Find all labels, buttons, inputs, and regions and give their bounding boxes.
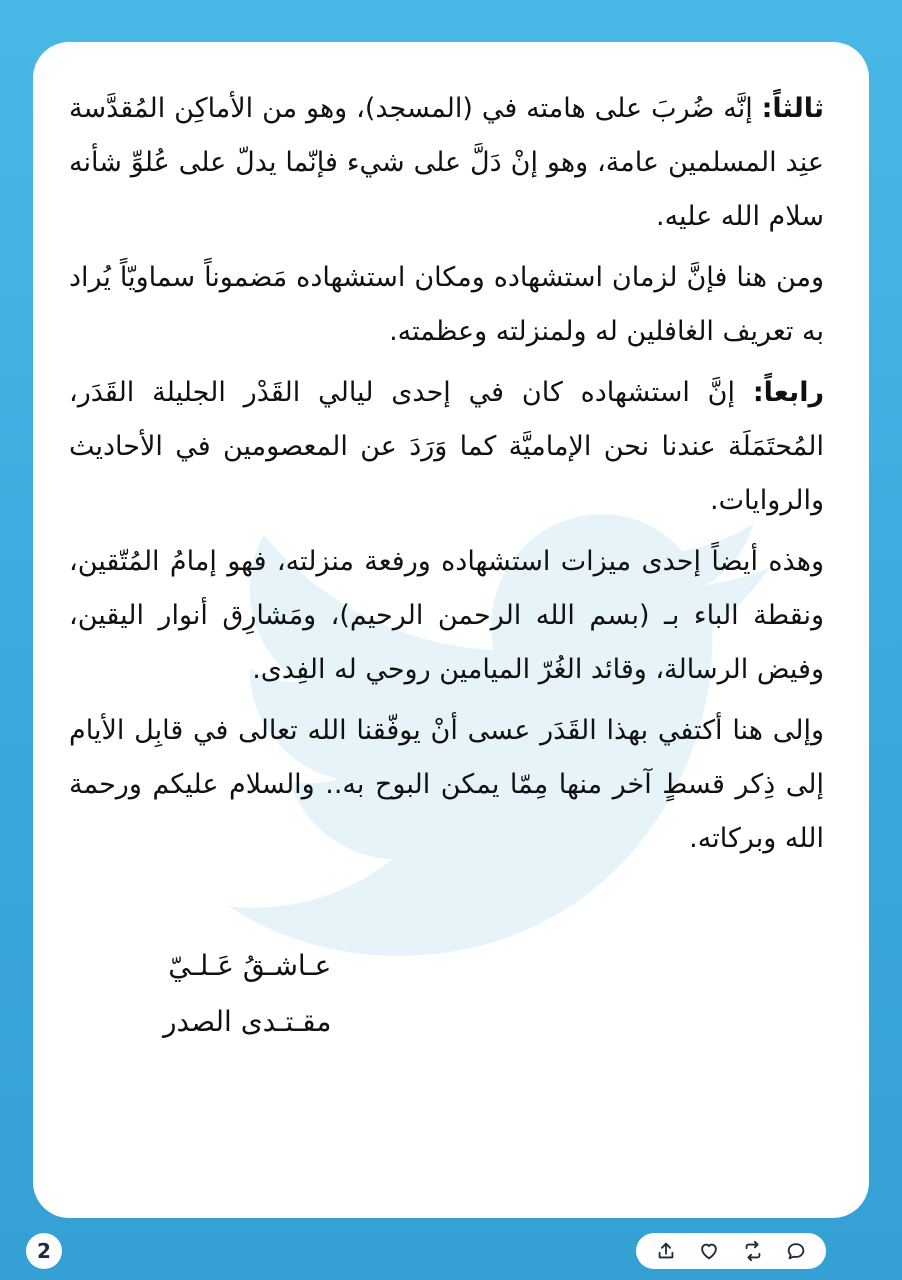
paragraph-closing bbox=[69, 704, 824, 866]
paragraph-text: إنَّ استشهاده كان في إحدى ليالي القَدْر الجليلة القَدَر، المُحتَمَلَة عندنا نحن الإماميَّة كما وَرَدَ عن المعصومين في الأحاديث والروايات. bbox=[69, 377, 824, 516]
heart-icon[interactable] bbox=[696, 1238, 722, 1264]
paragraph-consequence bbox=[69, 251, 824, 359]
paragraph-text: وإلى هنا أكتفي بهذا القَدَر عسى أنْ يوفّقنا الله تعالى في قابِل الأيام إلى ذِكر قسطٍ آخر منها مِمّا يمكن البوح به.. والسلام عليكم ورحمة الله وبركاته. bbox=[69, 715, 824, 854]
signature-block bbox=[163, 938, 331, 1050]
signature-name: مقـتـدى الصدر bbox=[163, 1005, 332, 1038]
post-actions-bar bbox=[636, 1233, 826, 1269]
paragraph-features bbox=[69, 535, 824, 697]
article-body bbox=[69, 82, 824, 873]
comment-icon[interactable] bbox=[783, 1238, 809, 1264]
share-icon[interactable] bbox=[653, 1238, 679, 1264]
retweet-icon[interactable] bbox=[740, 1238, 766, 1264]
page-card bbox=[33, 42, 869, 1218]
paragraph-fourth bbox=[69, 366, 824, 528]
paragraph-lead: ثالثاً: bbox=[761, 93, 824, 124]
paragraph-text: إنَّه ضُربَ على هامته في (المسجد)، وهو من الأماكِن المُقدَّسة عنِد المسلمين عامة، وهو إنْ دَلَّ على شيء فإنّما يدلّ على عُلوِّ شأنه سلام الله عليه. bbox=[69, 93, 824, 232]
signature-line: عـاشـقُ عَـلـيّ bbox=[168, 949, 332, 982]
page-number-badge: 2 bbox=[26, 1233, 62, 1269]
paragraph-lead: رابعاً: bbox=[752, 377, 824, 408]
paragraph-text: وهذه أيضاً إحدى ميزات استشهاده ورفعة منزلته، فهو إمامُ المُتّقين، ونقطة الباء بـ (بسم الله الرحمن الرحيم)، ومَشارِق أنوار اليقين، وفيض الرسالة، وقائد الغُرّ الميامين روحي له الفِدى. bbox=[69, 546, 824, 685]
paragraph-text: ومن هنا فإنَّ لزمان استشهاده ومكان استشهاده مَضموناً سماويّاً يُراد به تعريف الغافلين له ولمنزلته وعظمته. bbox=[69, 262, 824, 347]
paragraph-third bbox=[69, 82, 824, 244]
